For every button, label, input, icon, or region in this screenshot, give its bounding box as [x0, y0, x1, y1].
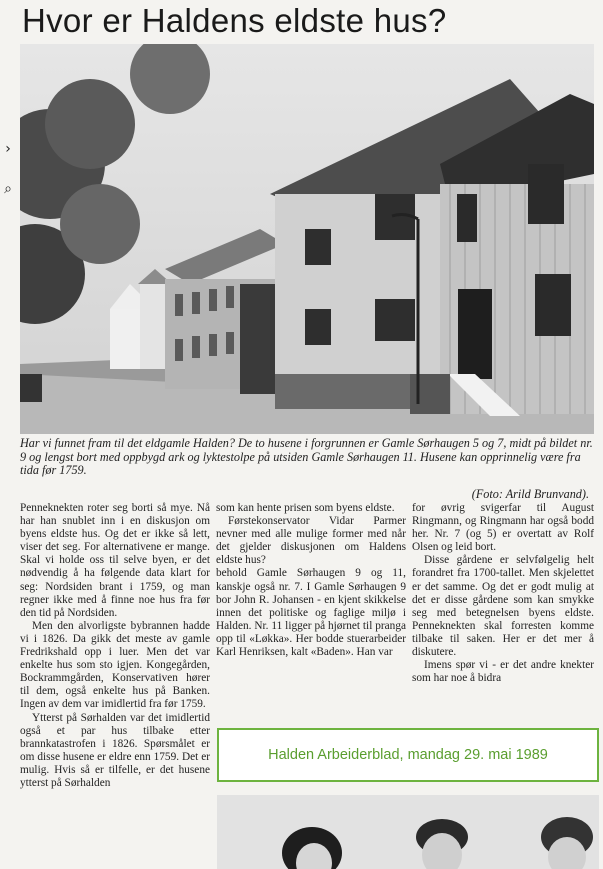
- photo-credit: (Foto: Arild Brunvand).: [471, 487, 589, 501]
- paragraph: Penneknekten roter seg borti så mye. Nå har han snublet inn i en diskusjon om byens eldste hus. Og det er ikke så lett, viser det seg. For alternativene er mange. Skal vi holde oss til selve byen, er det nødvendig å ha følgende data klart for seg: Nordsiden brant i 1759, og man regner ikke med å finne noe hus fra før den tid på Nordsiden.: [20, 502, 210, 619]
- paragraph: Disse gårdene er selvfølgelig helt forandret fra 1700-tallet. Men skjelettet er det samme. Og det er godt mulig at det er disse gårdene som kan smykke seg med betegnelsen byens eldste. Penneknekten skal forresten komme tilbake til saken. Her er det mer å diskutere.: [412, 554, 594, 659]
- street-photo-drawing: [20, 44, 594, 434]
- paragraph: Men den alvorligste bybrannen hadde vi i 1826. Da gikk det meste av gamle Fredrikshald opp i luer. Men det var enkelte hus som sto igjen. Kongegården, Bockrammgården, Konservativen hører til dem, også enkelte hus på Banken. Ingen av dem var imidlertid fra før 1759.: [20, 619, 210, 711]
- paragraph: som kan hente prisen som byens eldste.: [216, 502, 395, 514]
- zoom-icon[interactable]: ⌕: [4, 181, 12, 197]
- paragraph: for øvrig svigerfar til August Ringmann, og Ringmann har også bodd her. Nr. 7 (og 5) er overtatt av Rolf Olsen og leid bort.: [412, 502, 594, 554]
- paragraph: Imens spør vi - er det andre knekter som har noe å bidra: [412, 659, 594, 685]
- next-page-icon[interactable]: ›: [5, 141, 11, 157]
- headline: Hvor er Haldens eldste hus?: [22, 2, 447, 39]
- article-column-1: [20, 502, 210, 790]
- article-column-2: [216, 502, 406, 659]
- source-label: Halden Arbeiderblad, mandag 29. mai 1989: [217, 728, 599, 782]
- article-column-3: [412, 502, 594, 685]
- photo-caption: Har vi funnet fram til det eldgamle Halden? De to husene i forgrunnen er Gamle Sørhaugen 5 og 7, midt på bildet nr. 9 og lengst bort med oppbygd ark og lyktestolpe på utsiden Gamle Sørhaugen 11. Husene kan opprinnelig være fra tida før 1759.: [20, 436, 593, 478]
- people-photo-drawing: [217, 795, 599, 869]
- street-photo: [20, 44, 594, 434]
- paragraph: Ytterst på Sørhalden var det imidlertid også et par hus tilbake etter brannkatastrofen i 1826. Spørsmålet er om disse husene er eldre enn 1759. Det er mulig. Hvis så er tilfelle, er det husene ytterst på Sørhalden: [20, 711, 210, 789]
- paragraph: Førstekonservator Vidar Parmer nevner med alle mulige former med når det gjelder diskusjonen om Haldens eldste hus?: [216, 515, 406, 567]
- paragraph: behold Gamle Sørhaugen 9 og 11, kanskje også nr. 7. I Gamle Sørhaugen 9 bor John R. Johansen - en kjent skikkelse innen det politiske og faglige miljø i Halden. Nr. 11 ligger på hjørnet til pranga opp til «Løkka». Her bodde stuerarbeider Karl Henriksen, kalt «Baden». Han var: [216, 567, 406, 659]
- people-photo: [217, 795, 599, 869]
